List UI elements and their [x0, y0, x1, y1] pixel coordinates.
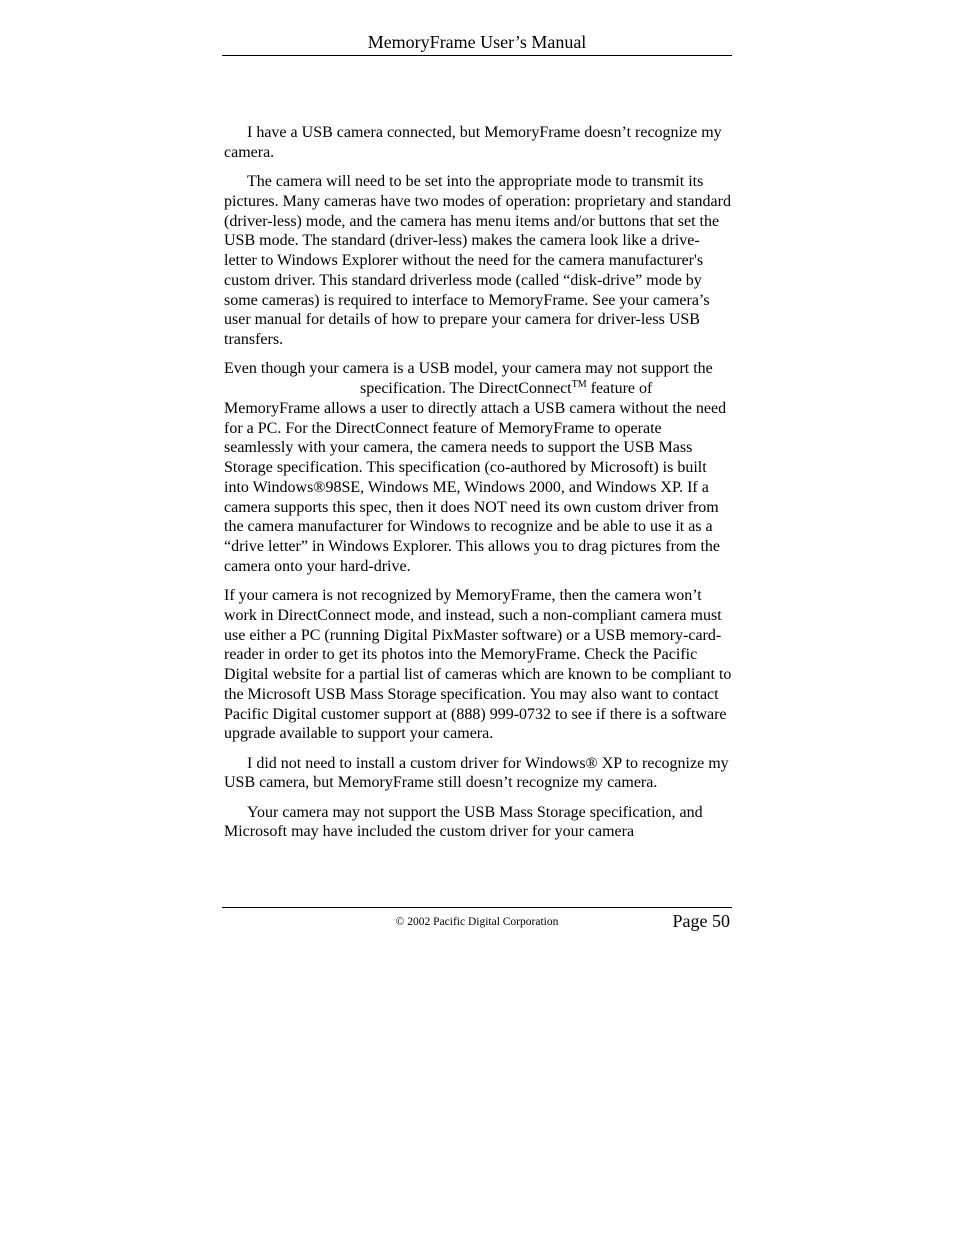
page-header: [222, 30, 732, 56]
question-usb-camera-not-recognized: I have a USB camera connected, but MemoryFrame doesn’t recognize my camera.: [224, 124, 722, 161]
answer-camera-mode: The camera will need to be set into the appropriate mode to transmit its pictures. Many cameras have two modes of operation: proprietary and standard (driver-less) mode, and the camera has menu items and/or buttons that set the USB mode. The standard (driver-less) makes the camera look like a drive-letter to Windows Explorer without the need for the camera manufacturer's custom driver. This standard driverless mode (called “disk-drive” mode by some cameras) is required to interface to MemoryFrame. See your camera’s user manual for details of how to prepare your camera for driver-less USB transfers.: [224, 173, 731, 348]
header-title: MemoryFrame User’s Manual: [367, 32, 587, 52]
footer-copyright: © 2002 Pacific Digital Corporation: [395, 916, 559, 928]
paragraph-usb-mass-storage-start: Even though your camera is a USB model, your camera may not support the: [224, 360, 713, 378]
paragraph-usb-mass-storage-mid: specification. The DirectConnect: [360, 380, 572, 397]
trademark-mark: TM: [571, 379, 587, 390]
answer-windows-xp-driver: Your camera may not support the USB Mass Storage specification, and Microsoft may have included the custom driver for your camera: [224, 803, 703, 841]
paragraph-usb-mass-storage: [224, 359, 732, 576]
footer-rule: [222, 907, 732, 908]
page-number: Page 50: [672, 911, 730, 931]
question-windows-xp-driver: I did not need to install a custom driver for Windows® XP to recognize my USB camera, but MemoryFrame still doesn’t recognize my camera.: [224, 754, 729, 792]
page-body: [224, 122, 732, 852]
paragraph-non-compliant-camera: If your camera is not recognized by MemoryFrame, then the camera won’t work in DirectConnect mode, and instead, such a non-compliant camera must use either a PC (running Digital PixMaster software) or a USB memory-card-reader in order to get its photos into the MemoryFrame. Check the Pacific Digital website for a partial list of cameras which are known to be compliant to the Microsoft USB Mass Storage specification. You may also want to contact Pacific Digital customer support at (888) 999-0732 to see if there is a software upgrade available to support your camera.: [224, 587, 732, 743]
paragraph-usb-mass-storage-end: feature of MemoryFrame allows a user to directly attach a USB camera without the need for a PC. For the DirectConnect feature of MemoryFrame to operate seamlessly with your camera, the camera needs to support the USB Mass Storage specification. This specification (co-authored by Microsoft) is built into Windows®98SE, Windows ME, Windows 2000, and Windows XP. If a camera supports this spec, then it does NOT need its own custom driver from the camera manufacturer for Windows to recognize and be able to use it as a “drive letter” in Windows Explorer. This allows you to drag pictures from the camera onto your hard-drive.: [224, 380, 727, 575]
